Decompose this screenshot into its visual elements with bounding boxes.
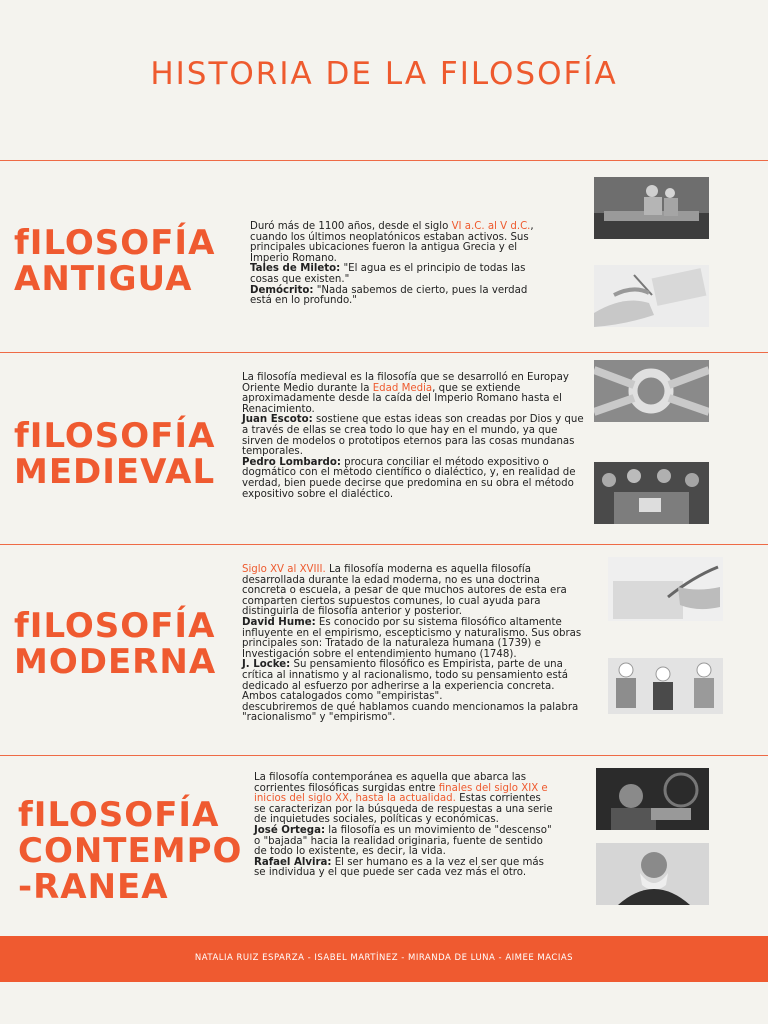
section-title-line: fILOSOFÍA bbox=[18, 795, 220, 835]
footer-bar bbox=[0, 936, 768, 982]
text: Es conocido por su sistema filosófico altamente influyente en el empirismo, escepticismo y naturalismo. Sus obras principales son: Tratado de la naturaleza humana (1739) e Investigación sobre el entendimiento humano (1748). bbox=[242, 616, 582, 660]
section-title-line: fILOSOFÍA bbox=[14, 223, 216, 263]
section-title-line: CONTEMPO bbox=[18, 831, 243, 871]
text: , cuando los últimos neoplatónicos estaban activos. Sus principales ubicaciones fueron la antigua Grecia y el Imperio Romano. bbox=[250, 221, 534, 264]
paragraph bbox=[242, 373, 590, 415]
paragraph bbox=[254, 773, 554, 826]
author-name: Juan Escoto: bbox=[242, 414, 313, 426]
section-title-line: MEDIEVAL bbox=[14, 452, 216, 492]
text: , que se extiende aproximadamente desde la caída del Imperio Romano hasta el Renacimiento. bbox=[242, 382, 562, 415]
section-title-medieval bbox=[14, 418, 215, 490]
text: "El agua es el principio de todas las cosas que existen." bbox=[250, 263, 526, 285]
photo-ancient-people bbox=[594, 177, 709, 239]
divider bbox=[0, 544, 768, 545]
paragraph bbox=[242, 458, 590, 500]
photo-group-meeting bbox=[594, 462, 709, 524]
text: La filosofía contemporánea es aquella que abarca las corrientes filosóficas surgidas entre bbox=[254, 772, 527, 794]
author-name: J. Locke: bbox=[242, 659, 291, 671]
paragraph bbox=[254, 826, 554, 858]
paragraph bbox=[242, 618, 587, 660]
author-name: Demócrito: bbox=[250, 284, 314, 296]
paragraph bbox=[254, 858, 554, 879]
section-title-line: fILOSOFÍA bbox=[14, 416, 216, 456]
text: la filosofía es un movimiento de "descenso" o "bajada" hacia la realidad originaria, fuente de sentido de todo lo existente, es decir, la vida. bbox=[254, 824, 552, 858]
divider bbox=[0, 755, 768, 756]
photo-signing-document bbox=[608, 557, 723, 621]
page-title: HISTORIA DE LA FILOSOFÍA bbox=[150, 56, 618, 92]
text: Estas corrientes se caracterizan por la búsqueda de respuestas a una serie de inquietudes sociales, políticas y económicas. bbox=[254, 793, 553, 826]
highlight-text: finales del siglo XIX e inicios del siglo XX, hasta la actualidad. bbox=[254, 782, 548, 805]
section-title-contemporanea bbox=[18, 797, 242, 905]
text: descubriremos de qué hablamos cuando mencionamos la palabra "racionalismo" y "empirismo". bbox=[242, 701, 579, 724]
highlight-text: VI a.C. al V d.C. bbox=[451, 221, 531, 232]
author-name: David Hume: bbox=[242, 616, 316, 628]
paragraph bbox=[250, 286, 542, 307]
paragraph bbox=[242, 565, 587, 618]
photo-old-philosopher bbox=[596, 768, 709, 830]
author-name: Rafael Alvira: bbox=[254, 856, 332, 868]
text: La filosofía moderna es aquella filosofía desarrollada durante la edad moderna, no es una doctrina concreta o escuela, a pesar de que muchos autores de esta era comparten ciertos supuestos comunes, lo cual ayuda para distinguirla de filosofía anterior y posterior. bbox=[242, 564, 567, 618]
text: sostiene que estas ideas son creadas por Dios y que a través de ellas se crea todo lo que hay en el mundo, ya que sirven de modelos o prototipos eternos para las cosas mundanas temporales. bbox=[242, 414, 584, 458]
author-name: Pedro Lombardo: bbox=[242, 456, 341, 468]
text: El ser humano es a la vez el ser que más se individua y el que puede ser cada vez más el otro. bbox=[254, 856, 544, 879]
paragraph bbox=[250, 264, 542, 285]
section-text-contemporanea bbox=[254, 773, 554, 879]
section-title-line: ANTIGUA bbox=[14, 259, 193, 299]
photo-engineers bbox=[608, 658, 723, 714]
photo-portrait-man bbox=[596, 843, 709, 905]
author-name: Tales de Mileto: bbox=[250, 263, 341, 275]
paragraph bbox=[242, 703, 587, 724]
text: Su pensamiento filosófico es Empirista, parte de una crítica al innatismo y al racionalismo, todo su pensamiento está dedicado al esfuerzo por adherirse a la experiencia concreta. bbox=[242, 659, 568, 692]
text: La filosofía medieval es la filosofía que se desarrolló en Europay Oriente Medio durante la bbox=[242, 372, 569, 394]
text: procura conciliar el método expositivo o dogmático con el método científico o dialéctico, y, en realidad de verdad, bien puede decirse que predomina en su obra el método expositivo sobre el dialéctico. bbox=[242, 456, 576, 500]
photo-joined-hands bbox=[594, 360, 709, 422]
divider bbox=[0, 160, 768, 161]
divider bbox=[0, 352, 768, 353]
paragraph bbox=[250, 222, 542, 264]
highlight-text: Siglo XV al XVIII. bbox=[242, 564, 326, 575]
text: "Nada sabemos de cierto, pues la verdad está en lo profundo." bbox=[250, 284, 528, 307]
section-title-line: -RANEA bbox=[18, 867, 169, 907]
text: Duró más de 1100 años, desde el siglo bbox=[250, 221, 452, 232]
section-title-line: MODERNA bbox=[14, 642, 217, 682]
section-title-line: fILOSOFÍA bbox=[14, 606, 216, 646]
footer-authors: NATALIA RUIZ ESPARZA - ISABEL MARTÍNEZ - MIRANDA DE LUNA - AIMEE MACIAS bbox=[194, 953, 574, 963]
section-title-antigua bbox=[14, 225, 215, 297]
highlight-text: Edad Media bbox=[372, 382, 433, 394]
paragraph bbox=[242, 415, 590, 457]
paragraph bbox=[242, 660, 587, 692]
author-name: José Ortega: bbox=[254, 824, 326, 836]
section-text-antigua bbox=[250, 222, 542, 307]
section-title-moderna bbox=[14, 608, 216, 680]
text: Ambos catalogados como "empiristas". bbox=[242, 691, 443, 703]
photo-writing-hands bbox=[594, 265, 709, 327]
section-text-medieval bbox=[242, 373, 590, 500]
section-text-moderna bbox=[242, 565, 587, 724]
